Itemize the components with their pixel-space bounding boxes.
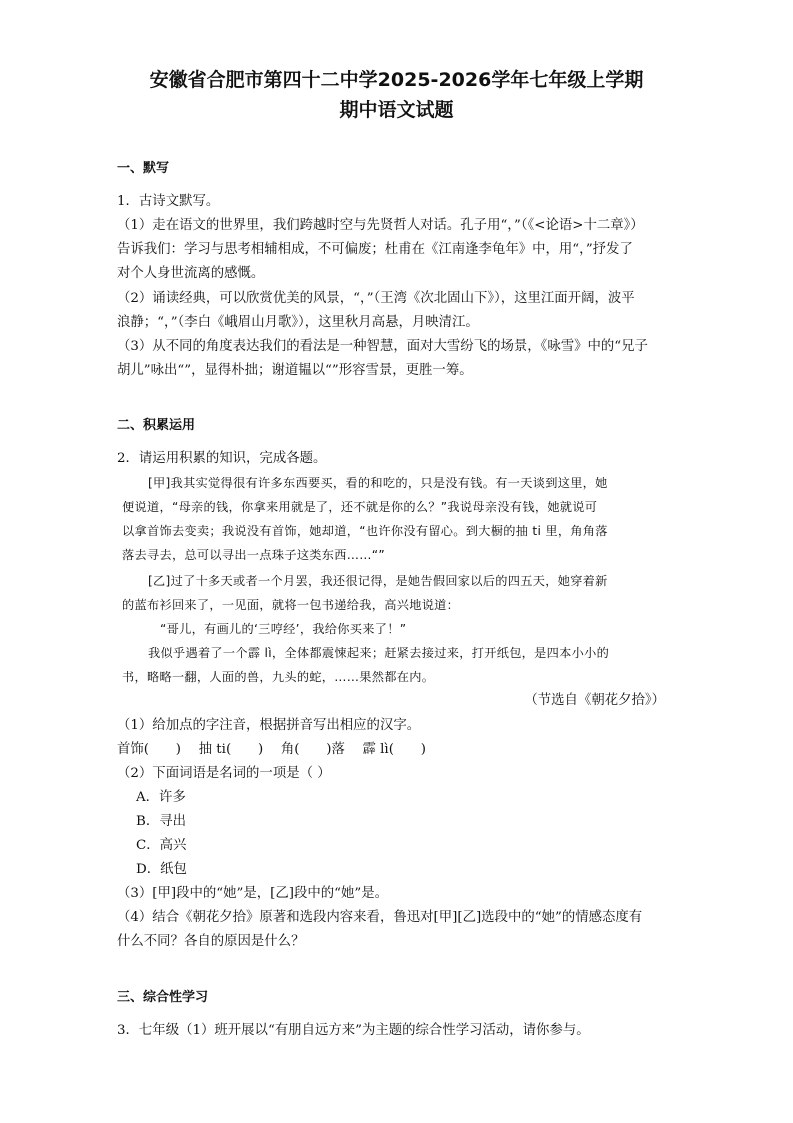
section-heading-comprehensive: 三、综合性学习 (117, 990, 209, 1005)
question-2-intro: 2．请运用积累的知识，完成各题。 (117, 451, 327, 466)
option-b: B．寻出 (136, 814, 187, 829)
passage-line: 我似乎遇着了一个霹 lì，全体都震悚起来；赶紧去接过来，打开纸包，是四本小小的 (148, 646, 610, 660)
sub-question-3: （3）[甲]段中的“她”是，[乙]段中的“她”是。 (117, 886, 389, 901)
passage-line: 便说道，“母亲的钱，你拿来用就是了，还不就是你的么？”我说母亲没有钱，她就说可 (122, 500, 598, 514)
passage-line: [甲]我其实觉得很有许多东西要买，看的和吃的，只是没有钱。有一天谈到这里，她 (148, 476, 608, 490)
sub-question-4-cont: 什么不同？各自的原因是什么？ (117, 934, 305, 949)
question-1-intro: 1．古诗文默写。 (117, 194, 220, 209)
passage-source: （节选自《朝花夕拾》） (524, 693, 665, 708)
question-1-line: （3）从不同的角度表达我们的看法是一种智慧，面对大雪纷飞的场景，《咏雪》中的“兄子 (117, 339, 648, 354)
question-3: 3．七年级（1）班开展以“有朋自远方来”为主题的综合性学习活动，请你参与。 (117, 1023, 590, 1038)
question-1-line: 浪静；“，”（李白《峨眉山月歌》），这里秋月高悬，月映清江。 (117, 315, 479, 330)
question-1-line: 对个人身世流离的感慨。 (117, 266, 265, 281)
sub-question-2: （2）下面词语是名词的一项是（ ） (117, 766, 331, 781)
sub-question-1: （1）给加点的字注音，根据拼音写出相应的汉字。 (117, 718, 421, 733)
passage-line: 落去寻去，总可以寻出一点珠子这类东西……“” (122, 548, 385, 562)
sub-question-1-blanks: 首饰( ) 抽 ti( ) 角( )落 霹 lì( ) (117, 742, 426, 757)
option-a: A．许多 (136, 790, 186, 805)
page-title: 安徽省合肥市第四十二中学2025-2026学年七年级上学期 (149, 69, 644, 91)
passage-line: 以拿首饰去变卖；我说没有首饰，她却道，“也许你没有留心。到大橱的抽 ti 里，角角落 (122, 524, 608, 538)
passage-line: 书，略略一翻，人面的兽，九头的蛇，……果然都在内。 (122, 670, 435, 684)
section-heading-accumulation: 二、积累运用 (117, 418, 196, 433)
passage-line: “哥儿，有画儿的‘三哼经’，我给你买来了！” (160, 622, 407, 636)
question-1-line: （1）走在语文的世界里，我们跨越时空与先贤哲人对话。孔子用“，”（《<论语>十二章》） (117, 218, 644, 233)
page-subtitle: 期中语文试题 (339, 99, 454, 121)
question-1-line: 告诉我们：学习与思考相辅相成，不可偏废；杜甫在《江南逢李龟年》中，用“，”抒发了 (117, 242, 633, 257)
option-c: C．高兴 (136, 838, 187, 853)
passage-line: [乙]过了十多天或者一个月罢，我还很记得，是她告假回家以后的四五天，她穿着新 (148, 574, 608, 588)
sub-question-4: （4）结合《朝花夕拾》原著和选段内容来看，鲁迅对[甲][乙]选段中的“她”的情感态度有 (117, 910, 643, 925)
passage-line: 的蓝布衫回来了，一见面，就将一包书递给我，高兴地说道： (122, 598, 460, 612)
question-1-line: （2）诵读经典，可以欣赏优美的风景，“，”（王湾《次北固山下》），这里江面开阔，波平 (117, 291, 635, 306)
section-heading-dictation: 一、默写 (117, 161, 170, 176)
question-1-line: 胡儿”咏出“”，显得朴拙；谢道韫以“”形容雪景，更胜一筹。 (117, 363, 473, 378)
option-d: D．纸包 (136, 862, 187, 877)
